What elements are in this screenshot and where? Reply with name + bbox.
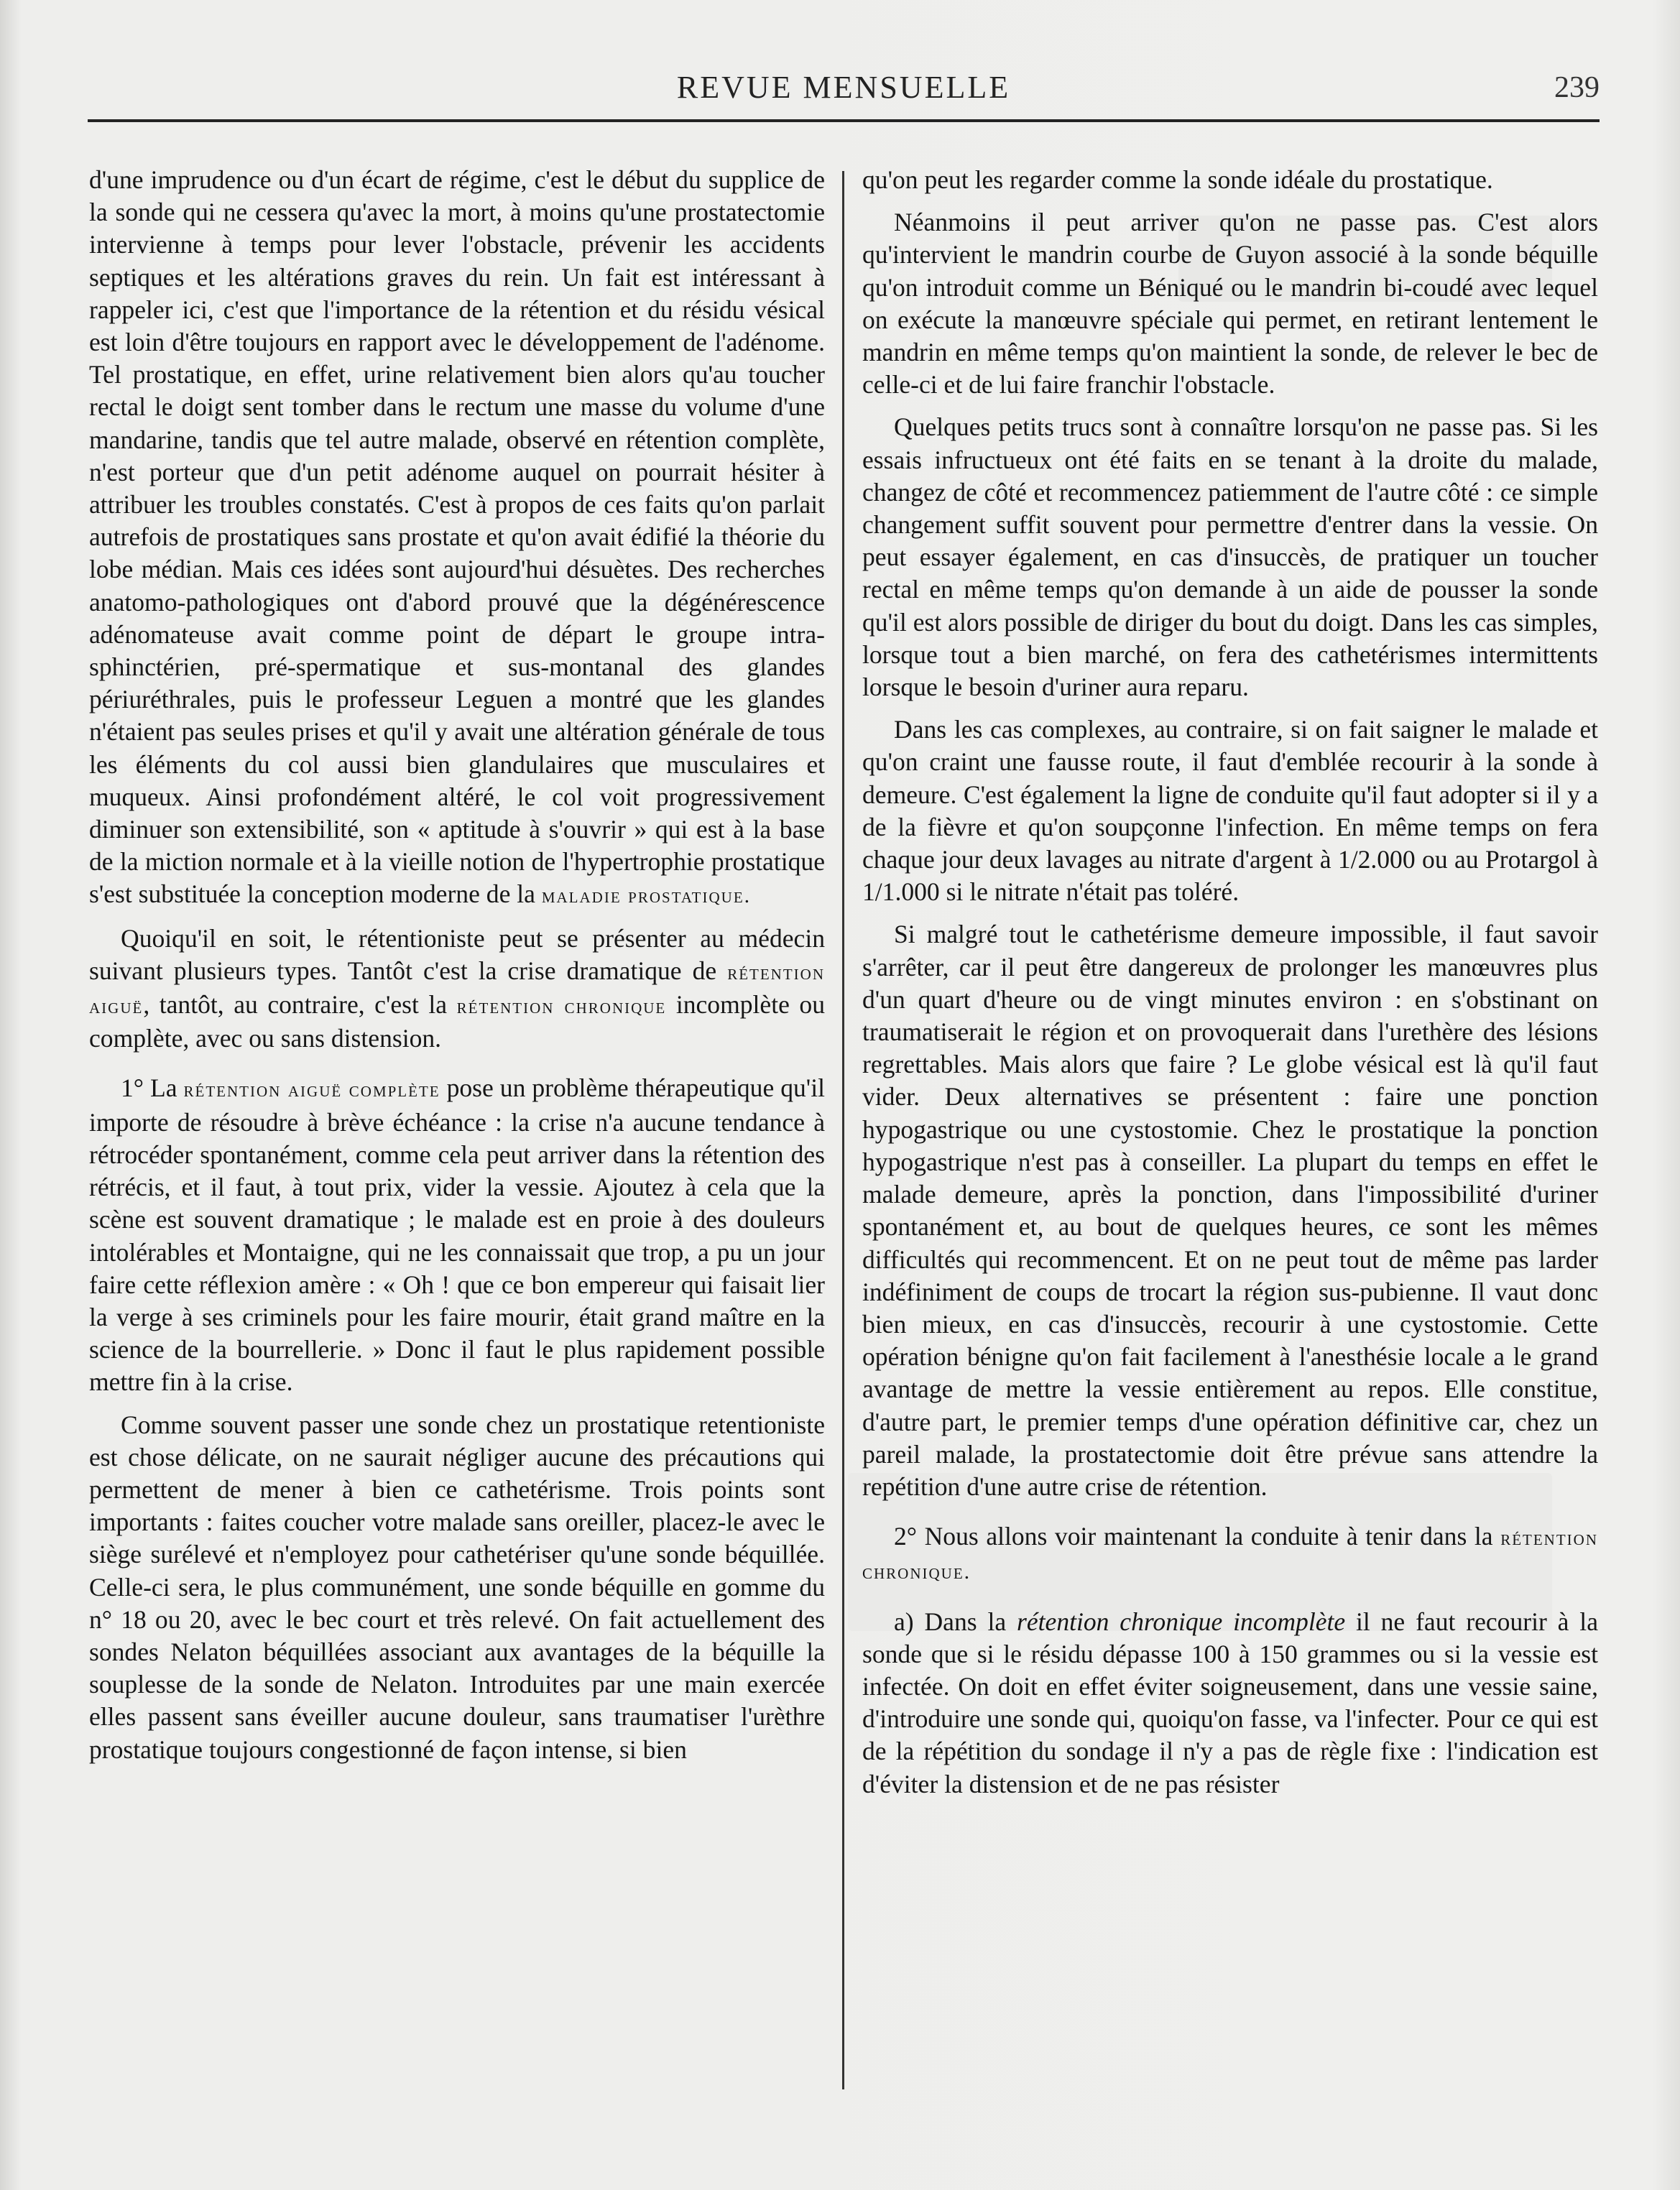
small-caps-text: rétention chronique (456, 994, 667, 1019)
paragraph: Quelques petits trucs sont à connaître lorsqu'on ne passe pas. Si les essais infructueux ont été faits en se tenant à la droite du malade, changez de côté et recommencez patiemment de l'autre côté : ce simple changement suffit souvent pour permettre d'entrer dans la vessie. On peut essayer également, en cas d'insuccès, de pratiquer un toucher rectal en même temps qu'on demande à un aide de pousser la sonde qu'il est alors possible de diriger du bout du doigt. Dans les cas simples, lorsque tout a bien marché, on fera des cathetérismes intermittents lorsque le besoin d'uriner aura reparu. (862, 412, 1598, 702)
paragraph (89, 923, 825, 1055)
header-rule (88, 119, 1600, 122)
italic-text: rétention chronique incomplète (1017, 1607, 1346, 1636)
running-title: REVUE MENSUELLE (676, 70, 1011, 105)
paragraph-text: Quoiqu'il en soit, le rétentioniste peut se présenter au médecin suivant plusieurs types. Tantôt c'est la crise dramatique de (89, 923, 825, 985)
paragraph-text: a) Dans la (894, 1607, 1007, 1636)
left-column (89, 164, 825, 1766)
paragraph (89, 164, 825, 912)
small-caps-text: rétention aiguë complète (183, 1078, 440, 1102)
paragraph-text: 2° Nous allons voir maintenant la conduite à tenir dans la (894, 1522, 1493, 1551)
paragraph-text: d'une imprudence ou d'un écart de régime, c'est le début du supplice de la sonde qui ne cessera qu'avec la mort, à moins qu'une prostatectomie intervienne à temps pour lever l'obstacle, prévenir les accidents septiques et les altérations graves du rein. Un fait est intéressant à rappeler ici, c'est que l'importance de la rétention et du résidu vésical est loin d'être toujours en rapport avec le développement de l'adénome. Tel prostatique, en effet, urine relativement bien alors qu'au toucher rectal le doigt sent tomber dans le rectum une masse du volume d'une mandarine, tandis que tel autre malade, observé en rétention complète, n'est porteur que d'un petit adénome auquel on pourrait hésiter à attribuer les troubles constatés. C'est à propos de ces faits qu'on parlait autrefois de prostatiques sans prostate et qu'on avait édifié la théorie du lobe médian. Mais ces idées sont aujourd'hui désuètes. Des recherches anatomo-pathologiques ont d'abord prouvé que la dégénérescence adénomateuse avait comme point de départ le groupe intra-sphinctérien, pré-spermatique et sus-montanal des glandes périuréthrales, puis le professeur Leguen a montré que les glandes n'étaient pas seules prises et qu'il y avait une altération générale de tous les éléments du col aussi bien glandulaires que musculaires et muqueux. Ainsi profondément altéré, le col voit progressivement diminuer son extensibilité, son « aptitude à s'ouvrir » qui est à la base de la miction normale et à la vieille notion de l'hypertrophie prostatique s'est substituée la conception moderne de la (89, 165, 825, 909)
paragraph-text: il ne faut recourir à la sonde que si le résidu dépasse 100 à 150 grammes ou si la vessie est infectée. On doit en effet éviter soigneusement, dans une vessie saine, d'introduire une sonde qui, quoiqu'on fasse, va l'infecter. Pour ce qui est de la répétition du sondage il n'y a pas de règle fixe : l'indication est d'éviter la distension et de ne pas résister (862, 1607, 1598, 1798)
small-caps-text: maladie prostatique. (541, 884, 752, 908)
paragraph: qu'on peut les regarder comme la sonde idéale du prostatique. (862, 165, 1493, 194)
paragraph: Comme souvent passer une sonde chez un prostatique retentioniste est chose délicate, on ne saurait négliger aucune des précautions qui permettent de mener à bien ce cathetérisme. Trois points sont importants : faites coucher votre malade sans oreiller, placez-le avec le siège surélevé et n'employez pour cathetériser qu'une sonde béquillée. Celle-ci sera, le plus communément, une sonde béquille en gomme du n° 18 ou 20, avec le bec court et très relevé. On fait actuellement des sondes Nelaton béquillées associant aux avantages de la béquille la souplesse de la sonde de Nelaton. Introduites par une main exercée elles passent sans éveiller aucune douleur, sans traumatiser l'urèthre prostatique toujours congestionné de façon intense, si bien (89, 1410, 825, 1764)
page-header (88, 69, 1600, 114)
small-caps-text: rétention aiguë (89, 960, 825, 1019)
paragraph (862, 1520, 1598, 1588)
small-caps-text: rétention chronique. (862, 1526, 1598, 1584)
paragraph-text: incomplète ou complète, avec ou sans distension. (89, 990, 825, 1053)
paragraph: Si malgré tout le cathetérisme demeure impossible, il faut savoir s'arrêter, car il peut être dangereux de prolonger les manœuvres plus d'un quart d'heure ou de vingt minutes environ : en s'obstinant on traumatiserait le région et on provoquerait dans l'urethère des lésions regrettables. Mais alors que faire ? Le globe vésical est là qu'il faut vider. Deux alternatives se présentent : faire une ponction hypogastrique ou une cystostomie. Chez le prostatique la ponction hypogastrique n'est pas à conseiller. La plupart du temps en effet le malade demeure, après la ponction, dans l'impossibilité d'uriner spontanément et, au bout de quelques heures, ce sont les mêmes difficultés qui recommencent. Et on ne peut tout de même pas larder indéfiniment de coups de trocart la région sus-pubienne. Il vaut donc bien mieux, en cas d'insuccès, recourir à une cystostomie. Cette opération bénigne qu'on fait facilement à l'anesthésie locale a le grand avantage de mettre la vessie entièrement au repos. Elle constitue, d'autre part, le premier temps d'une opération définitive car, chez un pareil malade, la prostatectomie doit être prévue sans attendre la repétition d'une autre crise de rétention. (862, 920, 1598, 1501)
paragraph-text: 1° La (121, 1073, 177, 1103)
paragraph (89, 1072, 825, 1398)
paragraph (862, 1606, 1598, 1801)
column-divider (842, 171, 844, 2089)
paragraph: Néanmoins il peut arriver qu'on ne passe pas. C'est alors qu'intervient le mandrin courbe de Guyon associé à la sonde béquille qu'on introduit comme un Béniqué ou le mandrin bi-coudé avec lequel on exécute la manœuvre spéciale qui permet, en retirant lentement le mandrin en même temps qu'on maintient la sonde, de relever le bec de celle-ci et de lui faire franchir l'obstacle. (862, 208, 1598, 399)
paragraph-text: , tantôt, au contraire, c'est la (143, 990, 448, 1020)
page-number: 239 (1554, 71, 1600, 104)
paragraph-text: pose un problème thérapeutique qu'il importe de résoudre à brève échéance : la crise n'a aucune tendance à rétrocéder spontanément, comme cela peut arriver dans la rétention des rétrécis, et il faut, à tout prix, vider la vessie. Ajoutez à cela que la scène est souvent dramatique ; le malade est en proie à des douleurs intolérables et Montaigne, qui ne les connaissait que trop, a pu un jour faire cette réflexion amère : « Oh ! que ce bon empereur qui faisait lier la verge à ses criminels pour les faire mourir, était grand maître en la science de la bourrellerie. » Donc il faut le plus rapidement possible mettre fin à la crise. (89, 1073, 825, 1397)
paragraph: Dans les cas complexes, au contraire, si on fait saigner le malade et qu'on craint une fausse route, il faut d'emblée recourir à la sonde à demeure. C'est également la ligne de conduite qu'il faut adopter si il y a de la fièvre et qu'on soupçonne l'infection. En même temps on fera chaque jour deux lavages au nitrate d'argent à 1/2.000 ou au Protargol à 1/1.000 si le nitrate n'était pas toléré. (862, 715, 1598, 907)
right-column (862, 164, 1598, 1801)
